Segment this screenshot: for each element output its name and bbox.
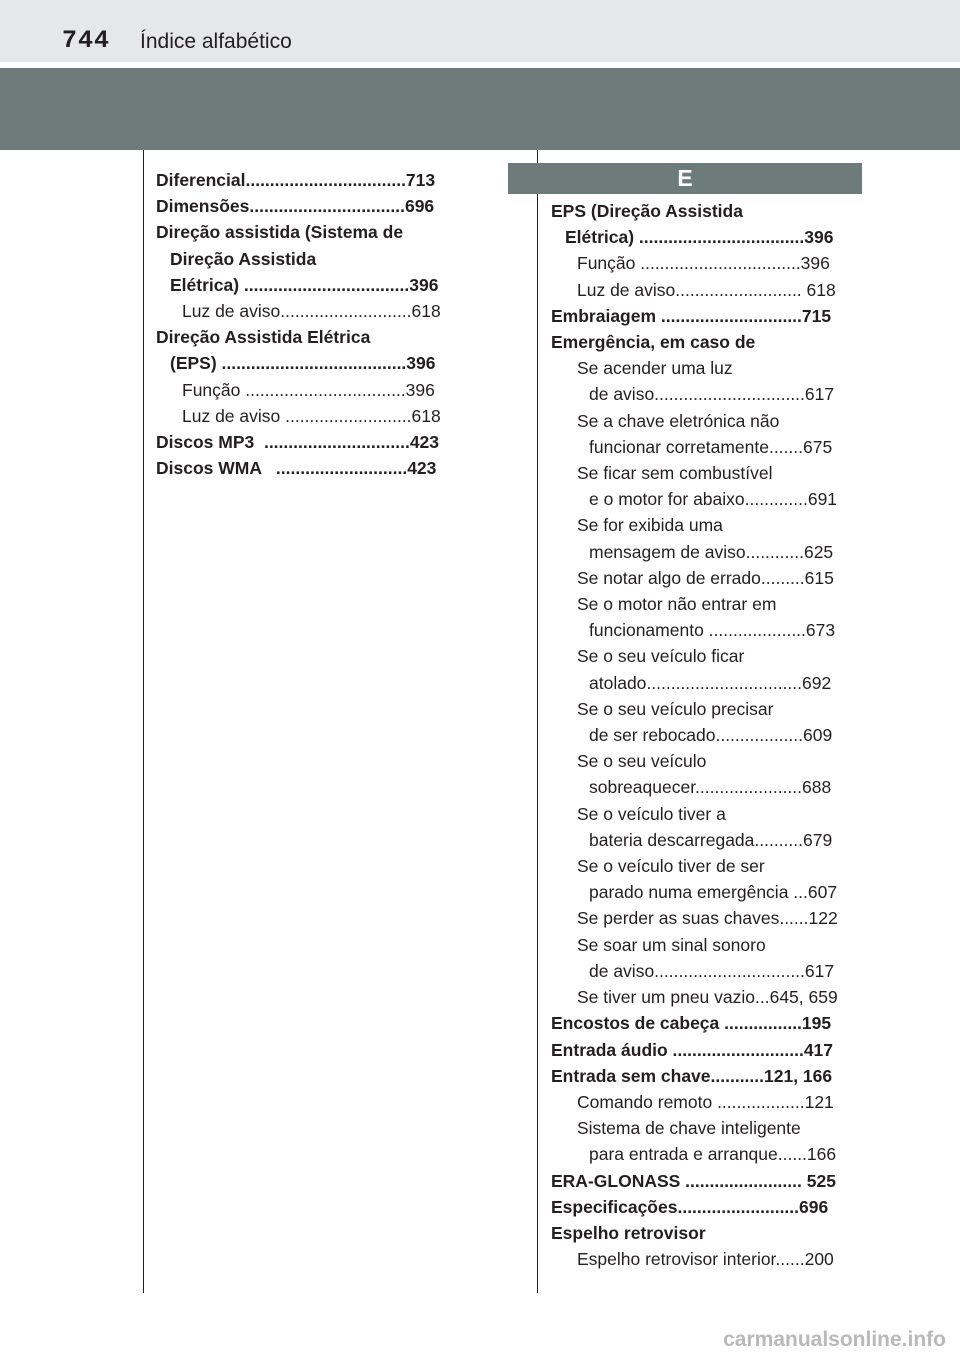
left-divider [143,150,144,1293]
index-entry: Direção Assistida [170,248,317,269]
index-entry: atolado................................692 [589,672,832,693]
index-entry: Se tiver um pneu vazio...645, 659 [577,987,838,1008]
index-entry: Discos WMA ...........................423 [156,458,437,479]
index-entry: Se for exibida uma [577,515,723,536]
index-entry: Se acender uma luz [577,358,733,379]
index-entry: Entrada sem chave...........121, 166 [551,1065,833,1086]
header-band [0,68,960,150]
index-entry: Encostos de cabeça ................195 [551,1013,832,1034]
index-entry: Sistema de chave inteligente [577,1118,801,1139]
index-entry: Se notar algo de errado.........615 [577,567,834,588]
index-entry: Se o veículo tiver a [577,803,726,824]
index-entry: funcionamento ....................673 [589,620,836,641]
index-entry: mensagem de aviso............625 [589,541,834,562]
index-entry: Elétrica) ..................................396 [565,227,834,248]
center-divider [537,150,538,1293]
index-entry: Se o motor não entrar em [577,594,777,615]
index-entry: Especificações.........................696 [551,1196,829,1217]
index-entry: Luz de aviso.......................... 618 [577,279,836,300]
index-entry: parado numa emergência ...607 [589,882,838,903]
index-entry: Se soar um sinal sonoro [577,934,766,955]
index-entry: funcionar corretamente.......675 [589,436,833,457]
index-entry: bateria descarregada..........679 [589,829,833,850]
index-entry: de ser rebocado..................609 [589,725,833,746]
index-entry: Se o veículo tiver de ser [577,856,765,877]
index-entry: Direção assistida (Sistema de [156,222,404,243]
index-entry: Discos MP3 ..............................423 [156,432,440,453]
index-entry: de aviso...............................617 [589,960,835,981]
index-entry: Elétrica) ..................................396 [170,274,439,295]
index-entry: Se ficar sem combustível [577,463,773,484]
index-entry: Dimensões................................696 [156,196,435,217]
index-entry: EPS (Direção Assistida [551,201,743,221]
index-column-left [156,167,466,481]
index-entry: Luz de aviso...........................618 [182,301,441,322]
page-title: Índice alfabético [140,30,292,53]
index-entry: Espelho retrovisor [551,1222,706,1243]
index-entry: Função .................................396 [577,253,830,274]
index-column-right [551,198,861,1272]
index-entry: sobreaquecer......................688 [589,777,832,798]
index-entry: Espelho retrovisor interior......200 [577,1249,834,1270]
index-entry: (EPS) ......................................396 [170,353,436,374]
page-number: 744 [62,26,111,55]
index-entry: Se o seu veículo ficar [577,646,745,667]
index-entry: Direção Assistida Elétrica [156,327,371,348]
index-entry: Embraiagem .............................715 [551,305,832,326]
index-entry: Emergência, em caso de [551,332,756,353]
index-entry: para entrada e arranque......166 [589,1144,837,1165]
index-entry: Função .................................396 [182,379,435,400]
index-entry: Se o seu veículo precisar [577,698,774,719]
index-entry: de aviso...............................617 [589,384,835,405]
watermark: carmanualsonline.info [723,1328,946,1351]
index-entry: Se perder as suas chaves......122 [577,908,838,929]
index-entry: Comando remoto ..................121 [577,1091,834,1112]
index-entry: Diferencial.................................713 [156,170,436,190]
index-entry: Se a chave eletrónica não [577,410,780,431]
index-entry: Luz de aviso ..........................618 [182,405,441,426]
index-entry: Se o seu veículo [577,751,707,772]
index-entry: e o motor for abaixo.............691 [589,489,838,510]
section-letter-header: E [508,163,862,194]
index-entry: Entrada áudio ...........................417 [551,1039,834,1060]
index-entry: ERA-GLONASS ........................ 525 [551,1170,836,1191]
